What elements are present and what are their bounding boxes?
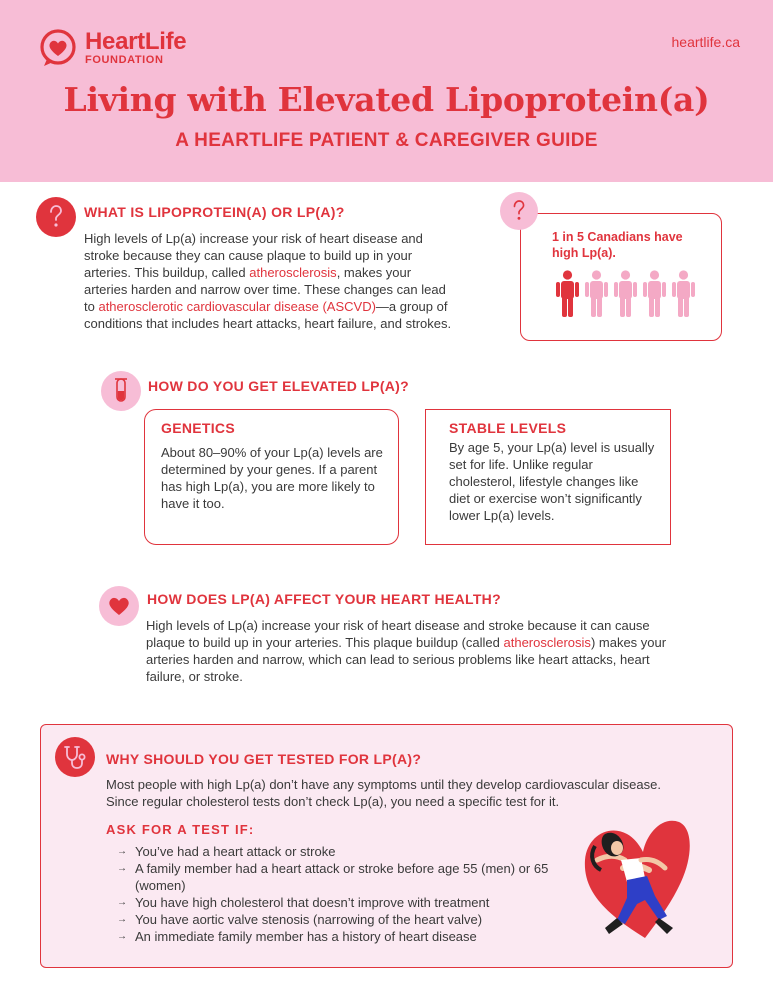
section-text-what-is-lpa: High levels of Lp(a) increase your risk of heart disease and stroke because they can cause plaque to build up in your arteries. This buildup, called atherosclerosis, makes your arteries harden and narrow over time. These changes can lead to atherosclerotic cardiovascular disease (ASCVD)—a group of conditions that includes heart attacks, heart failure, and strokes. — [84, 231, 452, 331]
stable-levels-title: STABLE LEVELS — [449, 420, 567, 436]
genetics-title: GENETICS — [161, 420, 235, 436]
woman-hugging-heart-illustration — [575, 812, 693, 948]
atherosclerosis-link[interactable]: atherosclerosis — [249, 265, 337, 280]
list-item: → A family member had a heart attack or stroke before age 55 (men) or 65 (women) — [117, 860, 557, 894]
person-icon — [671, 270, 696, 318]
page-title: Living with Elevated Lipoprotein(a) — [63, 80, 710, 119]
section-heading-why-tested: WHY SHOULD YOU GET TESTED FOR LP(A)? — [106, 751, 422, 767]
page-subtitle: A HEARTLIFE PATIENT & CAREGIVER GUIDE — [175, 130, 598, 151]
section-heading-how-get: HOW DO YOU GET ELEVATED LP(A)? — [148, 378, 409, 394]
list-item: → You have aortic valve stenosis (narrowing of the heart valve) — [117, 911, 557, 928]
atherosclerosis-link[interactable]: atherosclerosis — [503, 635, 591, 650]
heart-speech-bubble-icon — [38, 28, 78, 68]
section-text-why-tested: Most people with high Lp(a) don’t have any symptoms until they develop cardiovascular disease. Since regular cholesterol tests don’t check Lp(a), you need a specific test for it. — [106, 777, 661, 809]
section-text-affect: High levels of Lp(a) increase your risk of heart disease and stroke because it can cause plaque to build up in your arteries. This plaque buildup (called atherosclerosis) makes your arteries harden and narrow, which can lead to serious problems like heart attacks, heart failure, or stroke. — [146, 618, 667, 684]
test-tube-icon — [101, 371, 141, 411]
ascvd-link[interactable]: atherosclerotic cardiovascular disease (ASCVD) — [98, 299, 376, 314]
logo[interactable] — [38, 28, 186, 68]
logo-name: HeartLife — [85, 28, 187, 55]
header-banner — [0, 0, 773, 182]
stable-levels-text: By age 5, your Lp(a) level is usually set for life. Unlike regular cholesterol, lifestyle changes like diet or exercise won’t significantly lower Lp(a) levels. — [449, 440, 655, 523]
list-item: → An immediate family member has a history of heart disease — [117, 928, 557, 945]
people-pictogram — [555, 270, 696, 318]
logo-subtitle: FOUNDATION — [85, 54, 164, 66]
heart-icon — [99, 586, 139, 626]
person-icon-highlighted — [555, 270, 580, 318]
question-mark-icon — [36, 197, 76, 237]
list-item: → You have high cholesterol that doesn’t improve with treatment — [117, 894, 557, 911]
section-heading-what-is-lpa: WHAT IS LIPOPROTEIN(A) OR LP(A)? — [84, 204, 345, 220]
person-icon — [584, 270, 609, 318]
section-heading-affect: HOW DOES LP(A) AFFECT YOUR HEART HEALTH? — [147, 591, 501, 607]
stat-text: 1 in 5 Canadians have high Lp(a). — [552, 230, 683, 260]
genetics-text: About 80–90% of your Lp(a) levels are determined by your genes. If a parent has high Lp(a), you are more likely to have it too. — [161, 445, 383, 511]
ask-for-test-list — [117, 843, 557, 945]
list-item: → You’ve had a heart attack or stroke — [117, 843, 557, 860]
ask-for-test-heading: ASK FOR A TEST IF: — [106, 822, 255, 837]
website-link[interactable]: heartlife.ca — [671, 34, 740, 50]
question-mark-icon — [500, 192, 538, 230]
stethoscope-icon — [55, 737, 95, 777]
person-icon — [642, 270, 667, 318]
person-icon — [613, 270, 638, 318]
